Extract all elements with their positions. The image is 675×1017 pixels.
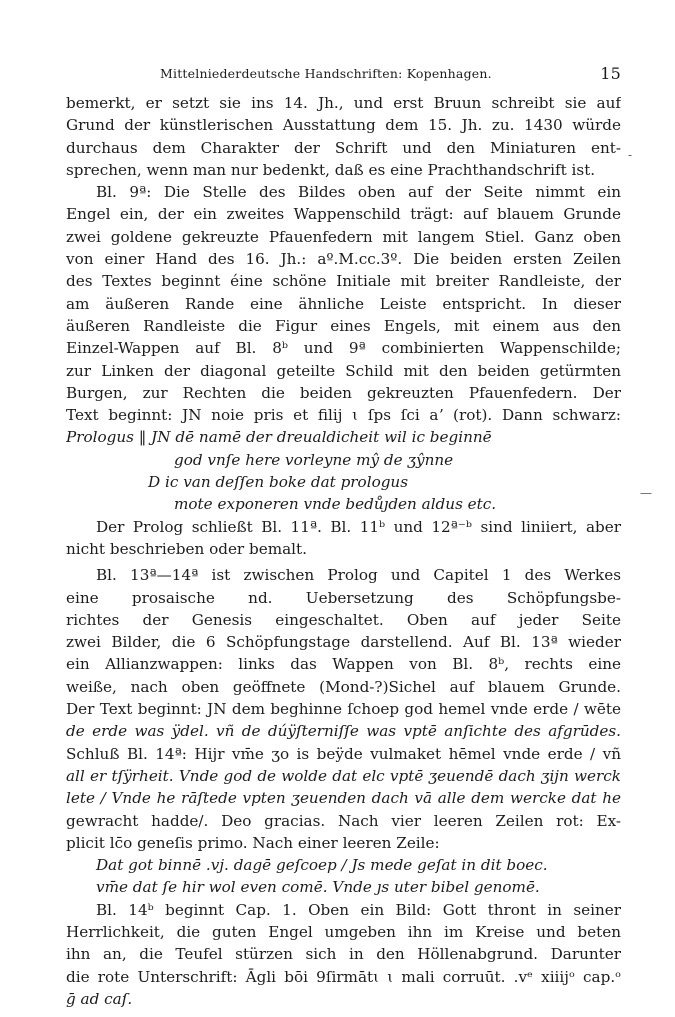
quote-line: Dat got binnē .vj. dagē geſcoep / Js mede geſat in dit boec. — [96, 856, 548, 875]
text-line: plicit lc̄o geneſis primo. Nach einer leeren Zeile: — [66, 833, 440, 852]
text-line: richtes der Genesis eingeschaltet. Oben auf jeder Seite — [66, 610, 621, 629]
text-line: de erde was ÿdel. vñ de dúÿſterniſſe was vptē anſichte des afgrūdes. — [66, 722, 621, 741]
running-head — [66, 66, 621, 86]
text-line: ihn an, die Teufel stürzen sich in den Höllenabgrund. Darunter — [66, 945, 621, 964]
text-line: Der Text beginnt: JN dem beghinne ſchoep god hemel vnde erde / wēte — [66, 700, 621, 719]
text-line: Bl. 14ᵇ beginnt Cap. 1. Oben ein Bild: Gott thront in seiner — [96, 900, 621, 919]
text-line: weiße, nach oben geöffnete (Mond-?)Sichel auf blauem Grunde. — [66, 677, 621, 696]
text-line: Bl. 9ª: Die Stelle des Bildes oben auf der Seite nimmt ein — [96, 183, 621, 202]
text-line: sprechen, wenn man nur bedenkt, daß es eine Prachthandschrift ist. — [66, 160, 596, 179]
text-line: all er tſÿrheit. Vnde god de wolde dat elc vptē ʒeuendē dach ʒijn werck — [66, 766, 621, 785]
text-line: des Textes beginnt éine schöne Initiale mit breiter Randleiste, der — [66, 272, 621, 291]
text-line: gewracht hadde/. Deo gracias. Nach vier leeren Zeilen rot: Ex- — [66, 811, 621, 830]
text-line: bemerkt, er setzt sie ins 14. Jh., und erst Bruun schreibt sie auf — [66, 94, 621, 112]
text-line: Herrlichkeit, die guten Engel umgeben ihn im Kreise und beten — [66, 922, 621, 941]
text-line: nicht beschrieben oder bemalt. — [66, 539, 307, 558]
text-line: zwei goldene gekreuzte Pfauenfedern mit langem Stiel. Ganz oben — [66, 227, 621, 246]
body-text — [66, 92, 621, 1010]
quote-line: god vnſe here vorleyne mŷ de ʒŷnne — [174, 450, 454, 469]
text-line: Der Prolog schließt Bl. 11ª. Bl. 11ᵇ und 12ª⁻ᵇ sind liniiert, aber — [96, 517, 621, 536]
quote-line: mote exponeren vnde bedůȷden aldus etc. — [174, 495, 497, 514]
running-title: Mittelniederdeutsche Handschriften: Kopenhagen. — [160, 66, 492, 81]
text-line: äußeren Randleiste die Figur eines Engels, mit einem aus den — [66, 316, 621, 335]
text-line: durchaus dem Charakter der Schrift und den Miniaturen ent- — [66, 138, 621, 157]
text-line: ḡ ad caſ. — [66, 989, 133, 1008]
text-line: ein Allianzwappen: links das Wappen von Bl. 8ᵇ, rechts eine — [66, 655, 621, 674]
text-line: Einzel-Wappen auf Bl. 8ᵇ und 9ª combinierten Wappenschilde; — [66, 339, 621, 358]
text-line: zur Linken der diagonal geteilte Schild mit den beiden getürmten — [66, 361, 621, 380]
text-line: Text beginnt: JN noie pris et filij ɩ ſps ſci aʼ (rot). Dann schwarz: — [66, 406, 621, 425]
margin-mark: — — [640, 486, 652, 500]
text-line: zwei Bilder, die 6 Schöpfungstage darstellend. Auf Bl. 13ª wieder — [66, 633, 621, 652]
margin-mark: - — [628, 148, 633, 162]
text-line: von einer Hand des 16. Jh.: aº.M.cc.3º. Die beiden ersten Zeilen — [66, 250, 621, 269]
text-line: lete / Vnde he rāſtede vpten ʒeuenden dach vā alle dem wercke dat he — [66, 789, 621, 808]
page-number: 15 — [600, 64, 621, 83]
text-line: die rote Unterschrift: Āgli bōi 9ſirmātɩ ɩ mali corruūt. .vᵉ xiiijᵒ cap.ᵒ — [66, 967, 621, 986]
text-line: Grund der künstlerischen Ausstattung dem 15. Jh. zu. 1430 würde — [66, 116, 621, 135]
quote-line: D ic van deſſen boke dat prologus — [148, 473, 409, 492]
quote-line: Prologus ‖ JN dē namē der dreualdicheit wil ic beginnē — [66, 428, 492, 447]
quote-line: vm̄e dat ſe hir wol even comē. Vnde ȷs uter bibel genomē. — [96, 878, 540, 897]
text-line: eine prosaische nd. Uebersetzung des Schöpfungsbe- — [66, 588, 621, 607]
text-line: Schluß Bl. 14ª: Hijr vm̄e ʒo is beÿde vulmaket hēmel vnde erde / vñ — [66, 744, 621, 763]
text-line: am äußeren Rande eine ähnliche Leiste entspricht. In dieser — [66, 294, 621, 313]
text-line: Engel ein, der ein zweites Wappenschild trägt: auf blauem Grunde — [66, 205, 621, 224]
text-line: Bl. 13ª—14ª ist zwischen Prolog und Capitel 1 des Werkes — [96, 566, 621, 585]
text-line: Burgen, zur Rechten die beiden gekreuzten Pfauenfedern. Der — [66, 383, 621, 402]
